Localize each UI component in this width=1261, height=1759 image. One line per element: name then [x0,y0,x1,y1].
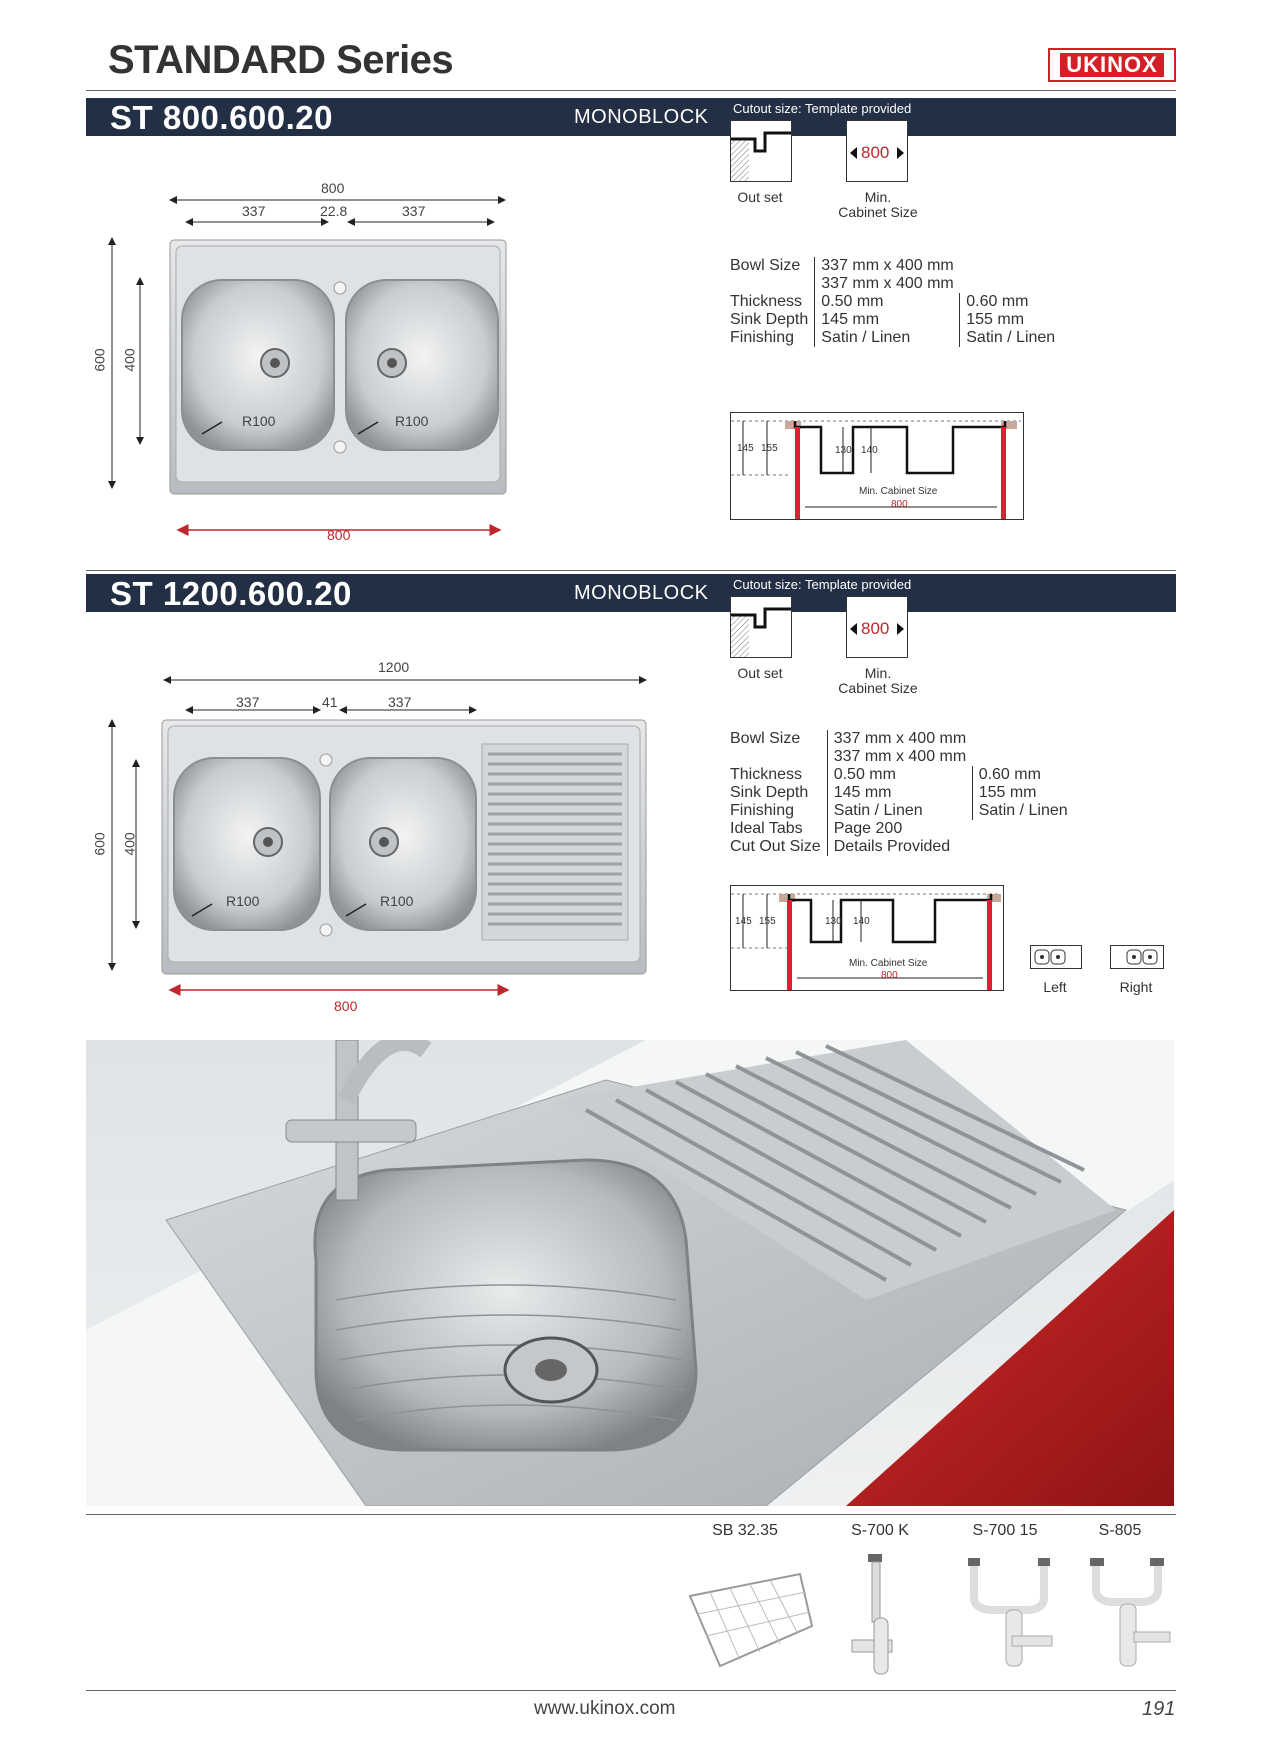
spec-row [730,766,1074,784]
section-drawing [730,885,1004,991]
spec-row [730,730,1074,748]
dim-cabinet: 800 [327,527,351,543]
section-d130: 130 [825,916,842,927]
cutout-note: Cutout size: Template provided [733,577,912,592]
spec-row [730,293,1061,311]
dim-radius-right: R100 [395,413,429,429]
dim-bowl-right: 337 [402,203,426,219]
spec-row [730,802,1074,820]
section-d155: 155 [759,916,776,927]
section-value: 800 [891,499,908,510]
spec-label: Finishing [730,329,795,346]
outset-label: Out set [737,189,783,205]
spec-value: 145 mm [815,311,960,329]
dim-radius-right: R100 [380,893,414,909]
section-d145: 145 [737,443,754,454]
spec-label: Ideal Tabs [730,820,803,837]
spec-value: 337 mm x 400 mm [815,257,960,275]
product-model: ST 800.600.20 [110,99,333,136]
waste-kit-s805-image [1080,1548,1176,1678]
spec-value-alt: 155 mm [972,784,1073,802]
brand-logo [1048,48,1176,82]
section-label: Min. Cabinet Size [859,486,938,497]
spec-value-alt: Satin / Linen [960,329,1061,347]
spec-value: Satin / Linen [827,802,972,820]
spec-label: Cut Out Size [730,838,821,855]
product-type: MONOBLOCK [574,106,709,128]
outset-label: Out set [737,665,783,681]
cutout-note: Cutout size: Template provided [733,101,912,116]
header-rule [86,90,1176,91]
spec-value-alt [960,257,1061,275]
spec-label [730,275,815,293]
spec-label: Bowl Size [730,730,801,747]
dim-bowl-left: 337 [242,203,266,219]
section-label: Min. Cabinet Size [849,958,928,969]
outset-icon [730,120,792,182]
dim-bowl-height: 400 [121,832,138,856]
spec-row [730,784,1074,802]
spec-row [730,820,1074,838]
spec-value-alt [972,838,1073,856]
spec-value: 145 mm [827,784,972,802]
spec-value-alt: Satin / Linen [972,802,1073,820]
spec-value-alt: 0.60 mm [960,293,1061,311]
footer-url[interactable]: www.ukinox.com [534,1698,676,1719]
spec-value: 0.50 mm [827,766,972,784]
dim-overall-width: 1200 [378,659,410,675]
spec-row [730,838,1074,856]
spec-value: Satin / Linen [815,329,960,347]
dim-radius-left: R100 [226,893,260,909]
dim-gap: 41 [322,694,338,710]
spec-value: 337 mm x 400 mm [815,275,960,293]
waste-kit-s70015-image [950,1548,1070,1678]
product-type: MONOBLOCK [574,582,709,604]
spec-label: Thickness [730,766,803,783]
brand-logo-text: UKINOX [1060,53,1164,77]
basket-image [680,1556,820,1676]
spec-value-alt: 0.60 mm [972,766,1073,784]
product-photo [86,1040,1174,1506]
waste-kit-s700k-image [850,1548,910,1678]
footer-rule [86,1690,1176,1691]
section-drawing [730,412,1024,520]
min-cabinet-value: 800 [861,619,890,638]
dim-height: 600 [91,348,108,372]
orientation-left-icon [1030,945,1082,969]
accessory-label: S-700 15 [972,1522,1038,1539]
spec-value-alt [972,730,1073,748]
dim-radius-left: R100 [242,413,276,429]
photo-rule [86,1514,1176,1515]
spec-value-alt [972,748,1073,766]
dim-bowl-height: 400 [121,348,138,372]
spec-value: Page 200 [827,820,972,838]
spec-label: Sink Depth [730,784,809,801]
spec-value: 0.50 mm [815,293,960,311]
spec-row [730,748,1074,766]
dim-cabinet: 800 [334,998,358,1014]
page-title: STANDARD Series [108,38,454,82]
accessory-label: S-805 [1098,1522,1142,1539]
section-value: 800 [881,970,898,981]
product-model: ST 1200.600.20 [110,575,352,612]
spec-value-alt: 155 mm [960,311,1061,329]
spec-row [730,329,1061,347]
spec-value: Details Provided [827,838,972,856]
spec-row [730,275,1061,293]
spec-value: 337 mm x 400 mm [827,748,972,766]
spec-row [730,311,1061,329]
spec-label: Finishing [730,802,795,819]
dim-overall-width: 800 [321,180,345,196]
sink-drawing [90,170,530,550]
section-d130: 130 [835,445,852,456]
section-rule [86,570,1176,571]
spec-table [730,730,1074,856]
spec-label: Thickness [730,293,803,310]
section-d140: 140 [861,445,878,456]
spec-value: 337 mm x 400 mm [827,730,972,748]
spec-table [730,257,1061,347]
dim-gap: 22.8 [320,203,348,219]
orientation-right-label: Right [1119,979,1153,995]
section-d155: 155 [761,443,778,454]
spec-label: Bowl Size [730,257,801,274]
min-cabinet-value: 800 [861,143,890,162]
dim-bowl-left: 337 [236,694,260,710]
section-d140: 140 [853,916,870,927]
min-cabinet-icon [846,596,908,658]
dim-height: 600 [91,832,108,856]
spec-label [730,748,827,766]
orientation-left-label: Left [1043,979,1067,995]
spec-row [730,257,1061,275]
outset-icon [730,596,792,658]
orientation-right-icon [1110,945,1164,969]
min-cabinet-icon [846,120,908,182]
min-cabinet-label: Min. Cabinet Size [838,665,918,696]
accessory-label: SB 32.35 [712,1522,778,1539]
dim-bowl-right: 337 [388,694,412,710]
spec-value-alt [960,275,1061,293]
min-cabinet-label: Min. Cabinet Size [838,189,918,220]
accessory-label: S-700 K [851,1522,909,1539]
spec-label: Sink Depth [730,311,809,328]
section-d145: 145 [735,916,752,927]
spec-value-alt [972,820,1073,838]
page-number: 191 [1142,1698,1176,1720]
